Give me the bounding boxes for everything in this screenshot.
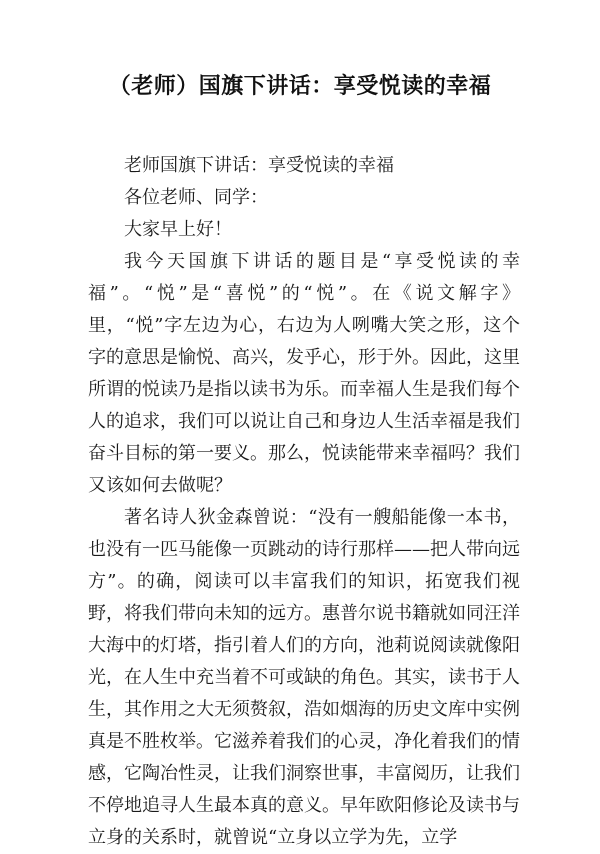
paragraph-salutation: 各位老师、同学： [124, 187, 268, 208]
document-title: （老师）国旗下讲话：享受悦读的幸福 [108, 74, 492, 99]
paragraph-intro: 我今天国旗下讲话的题目是“享受悦读的幸福”。“悦”是“喜悦”的“悦”。在《说文解字》里，“悦”字左边为心，右边为人咧嘴大笑之形，这个字的意思是愉悦、高兴，发乎心，形于外。因此，这里所谓的悦读乃是指以读书为乐。而幸福人生是我们每个人的追求，我们可以说让自己和身边人生活幸福是我们奋斗目标的第一要义。那么，悦读能带来幸福吗？我们又该如何去做呢？ [88, 251, 520, 496]
document-body [88, 150, 520, 854]
paragraph-subtitle: 老师国旗下讲话：享受悦读的幸福 [124, 155, 394, 176]
paragraph-reading-benefits: 著名诗人狄金森曾说：“没有一艘船能像一本书，也没有一匹马能像一页跳动的诗行那样——把人带向远方”。的确，阅读可以丰富我们的知识，拓宽我们视野，将我们带向未知的远方。惠普尔说书籍就如同汪洋大海中的灯塔，指引着人们的方向，池莉说阅读就像阳光，在人生中充当着不可或缺的角色。其实，读书于人生，其作用之大无须赘叙，浩如烟海的历史文库中实例真是不胜枚举。它滋养着我们的心灵，净化着我们的情感，它陶冶性灵，让我们洞察世事，丰富阅历，让我们不停地追寻人生最本真的意义。早年欧阳修论及读书与立身的关系时，就曾说“立身以立学为先，立学 [88, 507, 520, 848]
paragraph-greeting: 大家早上好！ [124, 219, 232, 240]
